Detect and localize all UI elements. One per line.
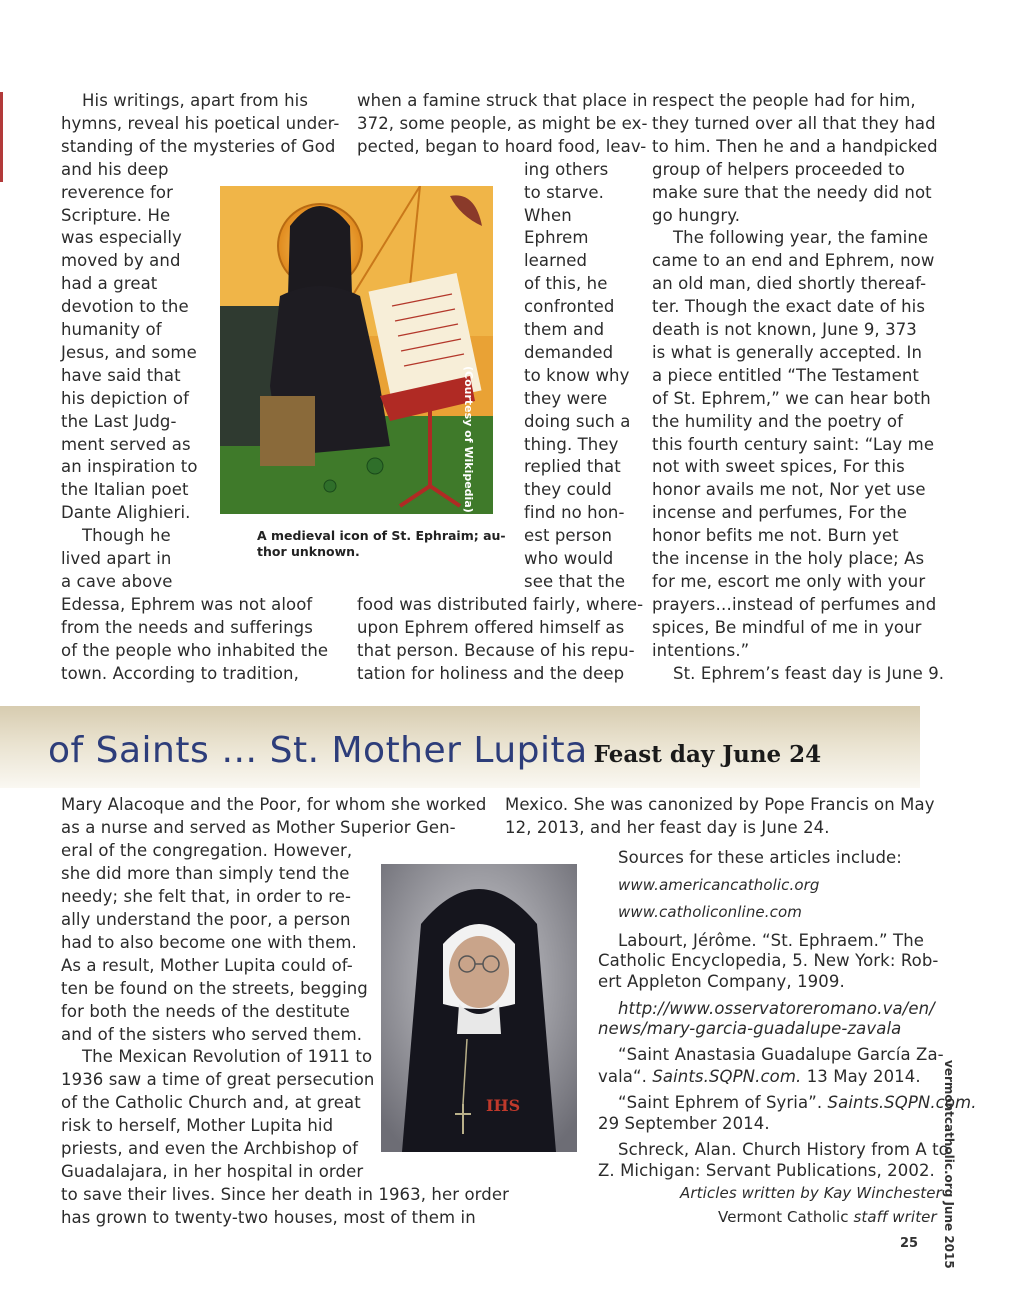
text-line: them and <box>524 320 605 339</box>
text-line: standing of the mysteries of God <box>61 136 336 156</box>
text-line: risk to herself, Mother Lupita hid <box>61 1116 334 1136</box>
text-line: to know why <box>524 365 630 385</box>
text-line: make sure that the needy did not <box>652 182 932 202</box>
text-line: has grown to twenty-two houses, most of them in <box>61 1208 476 1228</box>
text-line: Scripture. He <box>61 205 171 225</box>
text-line: when a famine struck that place in <box>357 91 648 110</box>
text-line: and his deep <box>61 159 169 179</box>
text-line: priests, and even the Archbishop of <box>61 1139 359 1159</box>
text-line: respect the people had for him, <box>652 91 916 110</box>
text-line: of the Catholic Church and, at great <box>61 1093 361 1113</box>
text-line: and of the sisters who served them. <box>61 1024 363 1044</box>
text-line: the Last Judg- <box>61 411 177 431</box>
text-line: est person <box>524 526 613 546</box>
source-sqpn-ephrem-1: “Saint Ephrem of Syria”. Saints.SQPN.com. <box>618 1093 977 1112</box>
text-line: St. Ephrem’s feast day is June 9. <box>673 663 945 683</box>
text-line: of St. Ephrem,” we can hear both <box>652 388 931 408</box>
text-line: as a nurse and served as Mother Superior Gen- <box>61 817 456 837</box>
sources-heading: Sources for these articles include: <box>618 848 902 867</box>
text-line: she did more than simply tend the <box>61 863 350 883</box>
section-subtitle: Feast day June 24 <box>593 741 822 768</box>
text-line: they turned over all that they had <box>652 113 936 133</box>
text-line: was especially <box>61 228 182 248</box>
text-line: ten be found on the streets, begging <box>61 978 368 998</box>
text-line: that person. Because of his repu- <box>357 640 635 660</box>
text-line: Mexico. She was canonized by Pope Francis on May <box>505 795 935 814</box>
text-line: Catholic Encyclopedia, 5. New York: Rob- <box>598 951 939 970</box>
text-line: see that the <box>524 571 626 591</box>
text-line: Z. Michigan: Servant Publications, 2002. <box>598 1161 935 1180</box>
source-link-americancatholic[interactable]: www.americancatholic.org <box>618 876 820 894</box>
text-line: honor avails me not, Nor yet use <box>652 480 926 500</box>
page-number: 25 <box>900 1236 919 1251</box>
text-line: came to an end and Ephrem, now <box>652 251 935 271</box>
source-sqpn-site-2[interactable]: Saints.SQPN.com. <box>827 1093 977 1112</box>
text-line: thor unknown. <box>257 544 360 559</box>
text-line: The Mexican Revolution of 1911 to <box>82 1047 373 1067</box>
text-line: Ephrem <box>524 228 589 248</box>
text-line: hymns, reveal his poetical under- <box>61 113 340 133</box>
text-line: a cave above <box>61 571 173 591</box>
source-link-catholiconline[interactable]: www.catholiconline.com <box>618 903 802 921</box>
text-line: 372, some people, as might be ex- <box>357 113 648 133</box>
text-line: find no hon- <box>524 503 625 523</box>
text-line: food was distributed fairly, where- <box>357 594 644 614</box>
text-line: Dante Alighieri. <box>61 503 191 523</box>
text-line: moved by and <box>61 251 181 271</box>
text-line: this fourth century saint: “Lay me <box>652 434 935 454</box>
text-line: go hungry. <box>652 205 741 225</box>
ihs-badge: IHS <box>486 1096 521 1115</box>
text-line: had to also become one with them. <box>61 932 357 952</box>
text-line: ing others <box>524 159 609 179</box>
byline-author: Articles written by Kay Winchester <box>680 1184 942 1202</box>
text-line: Edessa, Ephrem was not aloof <box>61 594 313 614</box>
section-headline <box>48 730 821 771</box>
text-line: the humility and the poetry of <box>652 411 904 431</box>
text-line: tation for holiness and the deep <box>357 663 625 683</box>
text-line: learned <box>524 251 588 271</box>
text-line: the Italian poet <box>61 480 189 500</box>
text-line: who would <box>524 549 614 568</box>
text-line: spices, Be mindful of me in your <box>652 617 922 637</box>
text-line: for me, escort me only with your <box>652 571 926 591</box>
text-line: confronted <box>524 297 615 317</box>
text-line: A medieval icon of St. Ephraim; au- <box>257 528 506 543</box>
text-line: Guadalajara, in her hospital in order <box>61 1162 364 1182</box>
text-line: His writings, apart from his <box>82 91 309 110</box>
text-line: not with sweet spices, For this <box>652 457 905 477</box>
text-line: group of helpers proceeded to <box>652 159 905 179</box>
text-line: ally understand the poor, a person <box>61 909 351 929</box>
byline-role: Vermont Catholic staff writer <box>718 1208 937 1226</box>
text-line: intentions.” <box>652 640 750 660</box>
text-line: death is not known, June 9, 373 <box>652 320 917 339</box>
source-sqpn-ephrem-2: 29 September 2014. <box>598 1114 770 1133</box>
text-line: As a result, Mother Lupita could of- <box>61 955 353 975</box>
text-line: an old man, died shortly thereaf- <box>652 274 927 294</box>
text-line: lived apart in <box>61 549 172 568</box>
text-line: is what is generally accepted. In <box>652 342 923 362</box>
text-line: a piece entitled “The Testament <box>652 365 919 385</box>
text-line: to starve. <box>524 182 604 202</box>
text-line: from the needs and sufferings <box>61 617 313 637</box>
source-sqpn-lupita-2: vala“. Saints.SQPN.com. 13 May 2014. <box>598 1067 921 1086</box>
text-line: town. According to tradition, <box>61 663 299 683</box>
text-line: ment served as <box>61 434 191 454</box>
text-line: they could <box>524 480 612 500</box>
source-sqpn-site[interactable]: Saints.SQPN.com. <box>652 1067 802 1086</box>
mother-lupita-photo <box>381 864 577 1152</box>
text-line: doing such a <box>524 411 631 431</box>
text-line: prayers…instead of perfumes and <box>652 594 937 614</box>
text-line: to him. Then he and a handpicked <box>652 136 938 156</box>
text-line: of this, he <box>524 274 608 294</box>
image-credit: (Courtesy of Wikipedia) <box>462 366 475 513</box>
source-sqpn-lupita-1: “Saint Anastasia Guadalupe García Za- <box>618 1045 944 1064</box>
text-line: Labourt, Jérôme. “St. Ephraem.” The <box>618 931 925 950</box>
text-line: Schreck, Alan. Church History from A to <box>618 1140 949 1159</box>
text-line: pected, began to hoard food, leav- <box>357 136 647 156</box>
text-line: needy; she felt that, in order to re- <box>61 886 352 906</box>
text-line: ter. Though the exact date of his <box>652 297 926 317</box>
text-line: of the people who inhabited the <box>61 640 329 660</box>
text-line: an inspiration to <box>61 457 198 477</box>
text-line: news/mary-garcia-guadalupe-zavala <box>598 1019 902 1038</box>
text-line: 12, 2013, and her feast day is June 24. <box>505 817 830 837</box>
text-line: thing. They <box>524 434 619 454</box>
text-line: eral of the congregation. However, <box>61 840 353 860</box>
text-line: they were <box>524 388 608 408</box>
text-line: have said that <box>61 365 181 385</box>
ephrem-icon-image <box>220 186 493 514</box>
side-running-footer: vermontcatholic.org June 2015 <box>942 1060 956 1269</box>
text-line: reverence for <box>61 182 173 202</box>
text-line: humanity of <box>61 320 162 339</box>
text-line: the incense in the holy place; As <box>652 549 925 568</box>
text-line: Jesus, and some <box>61 342 197 362</box>
text-line: incense and perfumes, For the <box>652 503 907 523</box>
section-title: of Saints … St. Mother Lupita <box>48 730 588 771</box>
margin-accent <box>0 92 3 182</box>
text-line: Mary Alacoque and the Poor, for whom she worked <box>61 795 487 814</box>
text-line: his depiction of <box>61 388 189 408</box>
text-line: had a great <box>61 274 158 294</box>
text-line: devotion to the <box>61 297 189 317</box>
text-line: The following year, the famine <box>673 228 929 248</box>
text-line: ert Appleton Company, 1909. <box>598 972 845 991</box>
text-line: When <box>524 205 572 225</box>
text-line: for both the needs of the destitute <box>61 1001 350 1021</box>
text-line: 1936 saw a time of great persecution <box>61 1070 375 1090</box>
text-line: demanded <box>524 342 614 362</box>
text-line: Though he <box>82 526 171 546</box>
text-line: upon Ephrem offered himself as <box>357 617 625 637</box>
text-line: http://www.osservatoreromano.va/en/ <box>618 999 935 1018</box>
text-line: honor befits me not. Burn yet <box>652 526 899 546</box>
text-line: replied that <box>524 457 621 477</box>
text-line: to save their lives. Since her death in 1963, her order <box>61 1185 509 1205</box>
